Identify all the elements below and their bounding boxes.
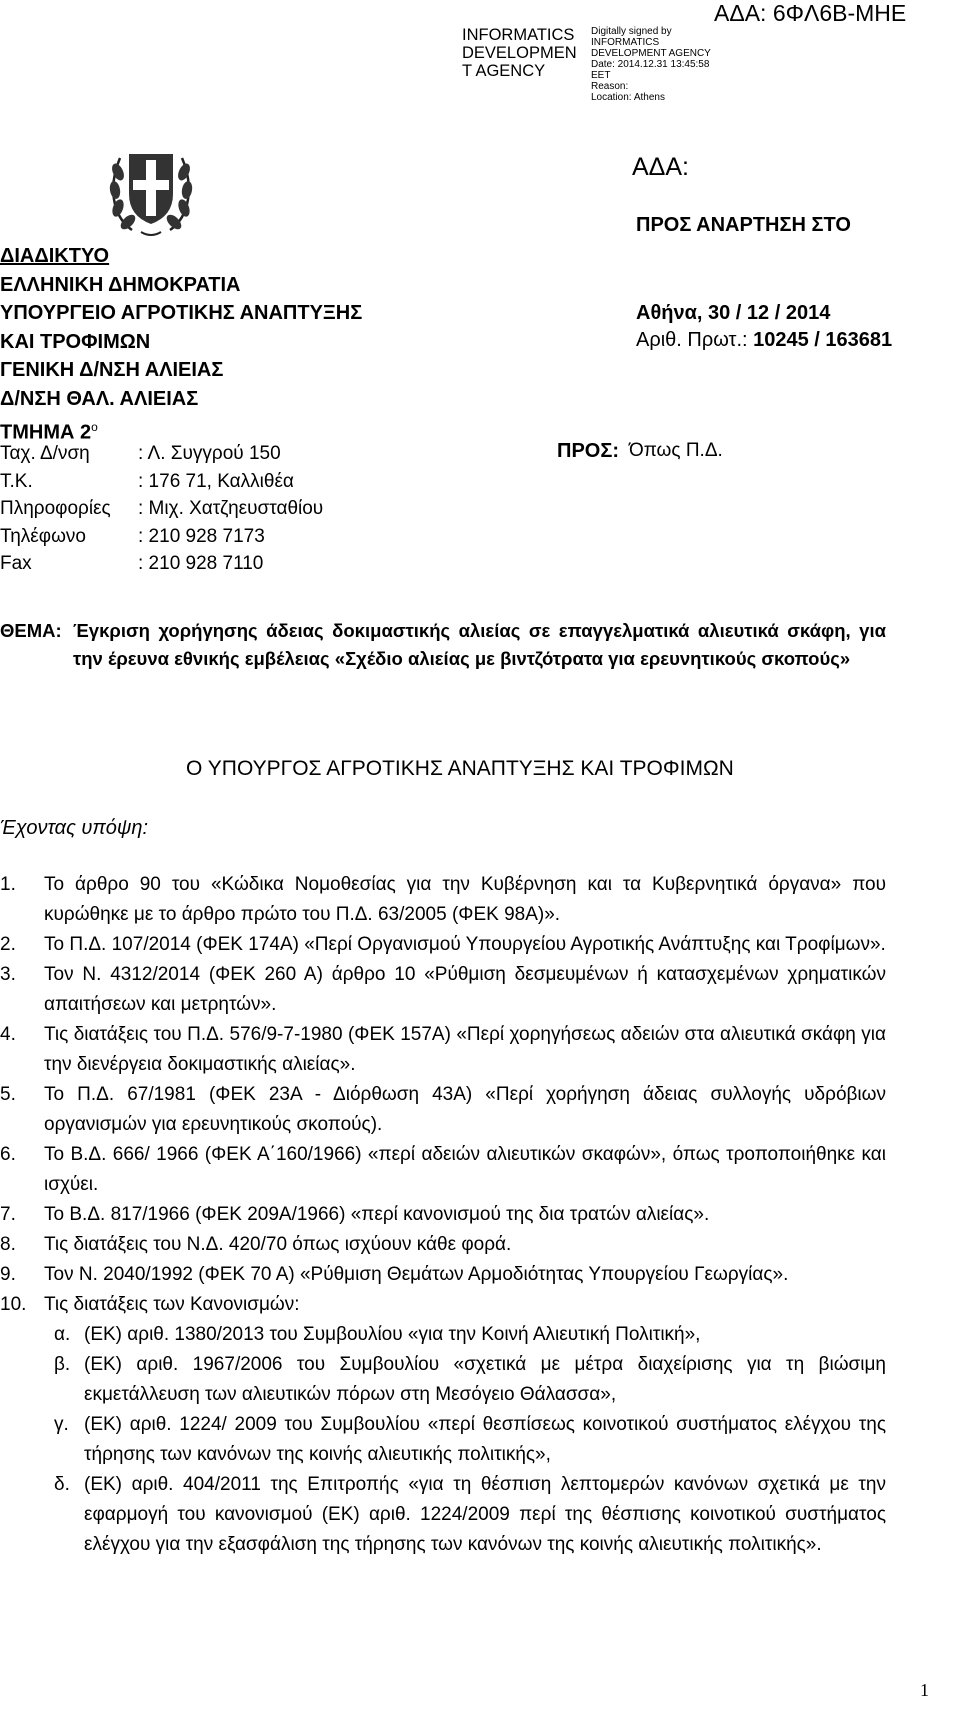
contact-row xyxy=(0,468,323,496)
signature-detail-line: Reason: xyxy=(591,81,629,92)
list-text: Το άρθρο 90 του «Κώδικα Νομοθεσίας για την Κυβέρνηση και τα Κυβερνητικά όργανα» που κυρώθηκε με το άρθρο πρώτο του Π.Δ. 63/2005 (ΦΕΚ 98Α)». xyxy=(44,874,886,925)
document-date: Αθήνα, 30 / 12 / 2014 xyxy=(636,302,831,324)
contact-label: Πληροφορίες xyxy=(0,498,111,519)
list-number: 6. xyxy=(0,1144,16,1165)
contact-value: : Λ. Συγγρού 150 xyxy=(138,443,281,464)
department-name: ΤΜΗΜΑ 2 xyxy=(0,421,92,444)
regulation-item xyxy=(0,1320,886,1350)
considering-label: Έχοντας υπόψη: xyxy=(0,817,149,839)
list-text: Το Π.Δ. 67/1981 (ΦΕΚ 23Α - Διόρθωση 43Α) «Περί χορήγηση άδειας συλλογής υδρόβιων οργανισμών για ερευνητικούς σκοπούς). xyxy=(44,1084,886,1135)
protocol-number xyxy=(636,329,892,352)
list-number: 10. xyxy=(0,1294,27,1315)
publish-note: ΠΡΟΣ ΑΝΑΡΤΗΣΗ ΣΤΟ xyxy=(636,214,851,236)
authority-line: Δ/ΝΣΗ ΘΑΛ. ΑΛΙΕΙΑΣ xyxy=(0,387,199,410)
ada-label: ΑΔΑ: xyxy=(632,153,689,181)
contact-value: : 210 928 7110 xyxy=(138,553,264,574)
signature-details xyxy=(591,26,711,103)
contact-row xyxy=(0,523,323,551)
subject-text: Έγκριση χορήγησης άδειας δοκιμαστικής αλιείας σε επαγγελματικά αλιευτικά σκάφη, για την έρευνα εθνικής εμβέλειας «Σχέδιο αλιείας με βιντζότρατα για ερευνητικούς σκοπούς» xyxy=(73,620,886,669)
contact-block xyxy=(0,440,323,578)
list-text: Το Β.Δ. 666/ 1966 (ΦΕΚ Α΄160/1966) «περί αδειών αλιευτικών σκαφών», όπως τροποποιήθηκε και ισχύει. xyxy=(44,1144,886,1195)
contact-row xyxy=(0,495,323,523)
greek-emblem-icon xyxy=(106,142,196,242)
list-item xyxy=(0,1260,886,1290)
regulation-text: (ΕΚ) αριθ. 1967/2006 του Συμβουλίου «σχετικά με μέτρα διαχείρισης για τη βιώσιμη εκμετάλλευση των αλιευτικών πόρων στη Μεσόγειο Θάλασσα», xyxy=(84,1354,886,1405)
list-text: Το Β.Δ. 817/1966 (ΦΕΚ 209Α/1966) «περί κανονισμού της δια τρατών αλιείας». xyxy=(44,1204,710,1225)
list-item xyxy=(0,1140,886,1200)
regulation-letter: γ. xyxy=(54,1414,69,1435)
recipient-value: Όπως Π.Δ. xyxy=(629,440,723,461)
contact-label: Τ.Κ. xyxy=(0,470,33,492)
signer-line: INFORMATICS xyxy=(462,26,575,44)
contact-row xyxy=(0,550,323,578)
list-item xyxy=(0,1230,886,1260)
list-number: 3. xyxy=(0,964,16,985)
list-item xyxy=(0,1290,886,1320)
authority-line: ΔΙΑΔΙΚΤΥΟ xyxy=(0,245,110,267)
list-text: Τις διατάξεις των Κανονισμών: xyxy=(44,1294,300,1315)
list-item xyxy=(0,1080,886,1140)
list-text: Τις διατάξεις του Ν.Δ. 420/70 όπως ισχύουν κάθε φορά. xyxy=(44,1234,512,1255)
ada-code: ΑΔΑ: 6ΦΛ6Β-ΜΗΕ xyxy=(714,0,907,26)
authority-line: ΕΛΛΗΝΙΚΗ ΔΗΜΟΚΡΑΤΙΑ xyxy=(0,273,241,296)
regulation-text: (ΕΚ) αριθ. 1224/ 2009 του Συμβουλίου «περί θεσπίσεως κοινοτικού συστήματος ελέγχου της τήρησης των κανόνων της κοινής αλιευτικής πολιτικής», xyxy=(84,1414,886,1465)
list-item xyxy=(0,930,886,960)
list-number: 9. xyxy=(0,1264,16,1285)
signer-line: T AGENCY xyxy=(462,62,546,80)
minister-heading: Ο ΥΠΟΥΡΓΟΣ ΑΓΡΟΤΙΚΗΣ ΑΝΑΠΤΥΞΗΣ ΚΑΙ ΤΡΟΦΙΜΩΝ xyxy=(186,757,734,780)
contact-label: Fax xyxy=(0,553,32,574)
signature-detail-line: Location: Athens xyxy=(591,92,665,103)
contact-label: Ταχ. Δ/νση xyxy=(0,443,90,464)
regulation-item xyxy=(0,1350,886,1410)
recipient-label: ΠΡΟΣ: xyxy=(557,440,620,462)
contact-value: : Μιχ. Χατζηευσταθίου xyxy=(138,498,324,519)
protocol-value: 10245 / 163681 xyxy=(747,329,893,351)
signer-organization xyxy=(462,26,577,80)
regulation-item xyxy=(0,1470,886,1560)
list-number: 8. xyxy=(0,1234,16,1255)
page-number: 1 xyxy=(920,1680,929,1700)
signature-detail-line: Digitally signed by xyxy=(591,26,672,37)
list-number: 2. xyxy=(0,934,16,955)
regulation-text: (ΕΚ) αριθ. 1380/2013 του Συμβουλίου «για την Κοινή Αλιευτική Πολιτική», xyxy=(84,1324,701,1345)
list-item xyxy=(0,960,886,1020)
regulation-letter: β. xyxy=(54,1354,71,1375)
list-text: Τον Ν. 4312/2014 (ΦΕΚ 260 Α) άρθρο 10 «Ρύθμιση δεσμευμένων ή κατασχεμένων χρηματικών απαιτήσεων και μετρητών». xyxy=(44,964,886,1015)
signature-detail-line: DEVELOPMENT AGENCY xyxy=(591,48,711,59)
list-text: Το Π.Δ. 107/2014 (ΦΕΚ 174Α) «Περί Οργανισμού Υπουργείου Αγροτικής Ανάπτυξης και Τροφίμων». xyxy=(44,934,886,955)
considerations-list xyxy=(0,870,886,1560)
signature-detail-line: EET xyxy=(591,70,611,81)
list-number: 1. xyxy=(0,874,16,895)
contact-value: : 210 928 7173 xyxy=(138,525,265,547)
subject-block xyxy=(0,617,886,672)
contact-row xyxy=(0,440,323,468)
regulation-letter: δ. xyxy=(54,1474,70,1495)
list-number: 4. xyxy=(0,1024,16,1045)
list-item xyxy=(0,870,886,930)
contact-label: Τηλέφωνο xyxy=(0,525,86,547)
authority-line: ΥΠΟΥΡΓΕΙΟ ΑΓΡΟΤΙΚΗΣ ΑΝΑΠΤΥΞΗΣ xyxy=(0,302,363,324)
list-item xyxy=(0,1020,886,1080)
regulation-item xyxy=(0,1410,886,1470)
list-text: Τον Ν. 2040/1992 (ΦΕΚ 70 Α) «Ρύθμιση Θεμάτων Αρμοδιότητας Υπουργείου Γεωργίας». xyxy=(44,1264,789,1285)
authority-line: ΓΕΝΙΚΗ Δ/ΝΣΗ ΑΛΙΕΙΑΣ xyxy=(0,359,224,381)
contact-value: : 176 71, Καλλιθέα xyxy=(138,470,294,492)
list-item xyxy=(0,1200,886,1230)
list-number: 5. xyxy=(0,1084,16,1105)
department-ordinal: ο xyxy=(91,420,98,434)
regulation-letter: α. xyxy=(54,1324,71,1345)
signature-detail-line: Date: 2014.12.31 13:45:58 xyxy=(591,59,710,70)
authority-block xyxy=(0,242,362,447)
list-text: Τις διατάξεις του Π.Δ. 576/9-7-1980 (ΦΕΚ 157Α) «Περί χορηγήσεως αδειών στα αλιευτικά σκάφη για την διενέργεια δοκιμαστικής αλιείας». xyxy=(44,1024,886,1075)
authority-line: ΚΑΙ ΤΡΟΦΙΜΩΝ xyxy=(0,330,151,353)
list-number: 7. xyxy=(0,1204,16,1225)
regulation-text: (ΕΚ) αριθ. 404/2011 της Επιτροπής «για τη θέσπιση λεπτομερών κανόνων σχετικά με την εφαρμογή του κανονισμού (ΕΚ) αριθ. 1224/2009 περί της θέσπισης κοινοτικού συστήματος ελέγχου για την εξασφάλιση της τήρησης των κανόνων της κοινής αλιευτικής πολιτικής». xyxy=(84,1474,886,1555)
subject-label: ΘΕΜΑ: xyxy=(0,620,62,641)
protocol-label: Αριθ. Πρωτ.: xyxy=(636,329,748,351)
signature-detail-line: INFORMATICS xyxy=(591,37,660,48)
signer-line: DEVELOPMEN xyxy=(462,44,577,62)
